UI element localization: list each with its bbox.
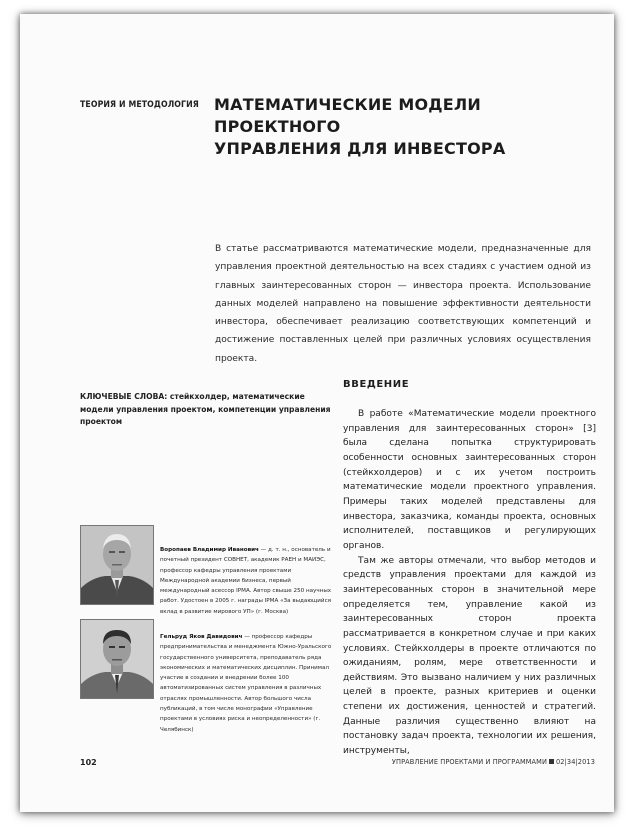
author-bio-gelrud [160, 632, 336, 735]
keywords-label: КЛЮЧЕВЫЕ СЛОВА: [80, 392, 168, 401]
author-bio-text-gelrud: — профессор кафедры предпринимательства и менеджмента Южно-Уральского государственного университета, преподаватель ряда экономических и математических дисциплин. Принимал участие в создании и внедрении более 100 автоматизированных систем управления в различных отраслях промышленности. Автор большого числа публикаций, в том числе монографии «Управление проектами в условиях риска и неопределенности» (г. Челябинск) [160, 634, 332, 733]
author-name-voropaev: Воропаев Владимир Иванович [160, 547, 259, 553]
author-bio-voropaev [160, 545, 336, 617]
section-label: ТЕОРИЯ И МЕТОДОЛОГИЯ [80, 100, 199, 110]
keywords [80, 391, 338, 429]
intro-body [343, 407, 596, 759]
journal-issue: 02|34|2013 [555, 758, 595, 766]
article-title-line2: УПРАВЛЕНИЯ ДЛЯ ИНВЕСТОРА [214, 139, 506, 158]
article-title [214, 94, 594, 160]
page-number: 102 [80, 758, 97, 767]
intro-heading: ВВЕДЕНИЕ [343, 379, 410, 390]
author-photo-voropaev [80, 525, 154, 605]
author-bio-text-voropaev: — д. т. н., основатель и почетный президент СОВНЕТ, академик РАЕН и МАИЭС, профессор кафедры управления проектами Международной академии бизнеса, первый международный асессор IPMA. Автор свыше 250 научных работ. Удостоен в 2005 г. награды IPMA «За выдающийся вклад в развитие мирового УП» (г. Москва) [160, 547, 332, 615]
intro-paragraph-2: Там же авторы отмечали, что выбор методов и средств управления проектами для каждой из заинтересованных сторон в значительной мере определяется тем, управление какой из заинтересованных сторон проекта рассматривается в конкретном случае и при каких условиях. Стейкхолдеры в проекте отличаются по ожиданиям, ролям, мере ответственности и действиям. Это вызвано наличием у них различных целей в проекте, разных критериев и оценки степени их достижения, ценностей и стратегий. Данные различия существенно влияют на постановку задач проекта, технологии их решения, инструменты, [343, 555, 596, 757]
author-name-gelrud: Гельруд Яков Давидович [160, 634, 243, 640]
author-photo-gelrud [80, 619, 154, 699]
intro-paragraph-1: В работе «Математические модели проектного управления для заинтересованных сторон» [3] была сделана попытка структурировать особенности основных заинтересованных сторон (стейкхолдеров) и с их учетом построить математические модели проектного управления. Примеры таких моделей представлены для инвестора, заказчика, команды проекта, основных исполнителей, поставщиков и регулирующих органов. [343, 409, 596, 551]
journal-name: УПРАВЛЕНИЕ ПРОЕКТАМИ И ПРОГРАММАМИ [391, 758, 547, 766]
article-title-line1: МАТЕМАТИЧЕСКИЕ МОДЕЛИ ПРОЕКТНОГО [214, 95, 481, 136]
square-bullet-icon [549, 759, 554, 764]
abstract: В статье рассматриваются математические модели, предназначенные для управления проектной деятельностью на всех стадиях с участием одной из главных заинтересованных сторон — инвестора проекта. Использование данных моделей направлено на повышение эффективности деятельности инвестора, обеспечивает реализацию соответствующих компетенций и достижение поставленных целей при различных условиях осуществления проекта. [215, 244, 591, 364]
magazine-page [20, 14, 614, 812]
keywords-text: стейкхолдер, математические модели управления проектом, компетенции управления проектом [80, 392, 331, 426]
journal-footer [387, 758, 595, 766]
